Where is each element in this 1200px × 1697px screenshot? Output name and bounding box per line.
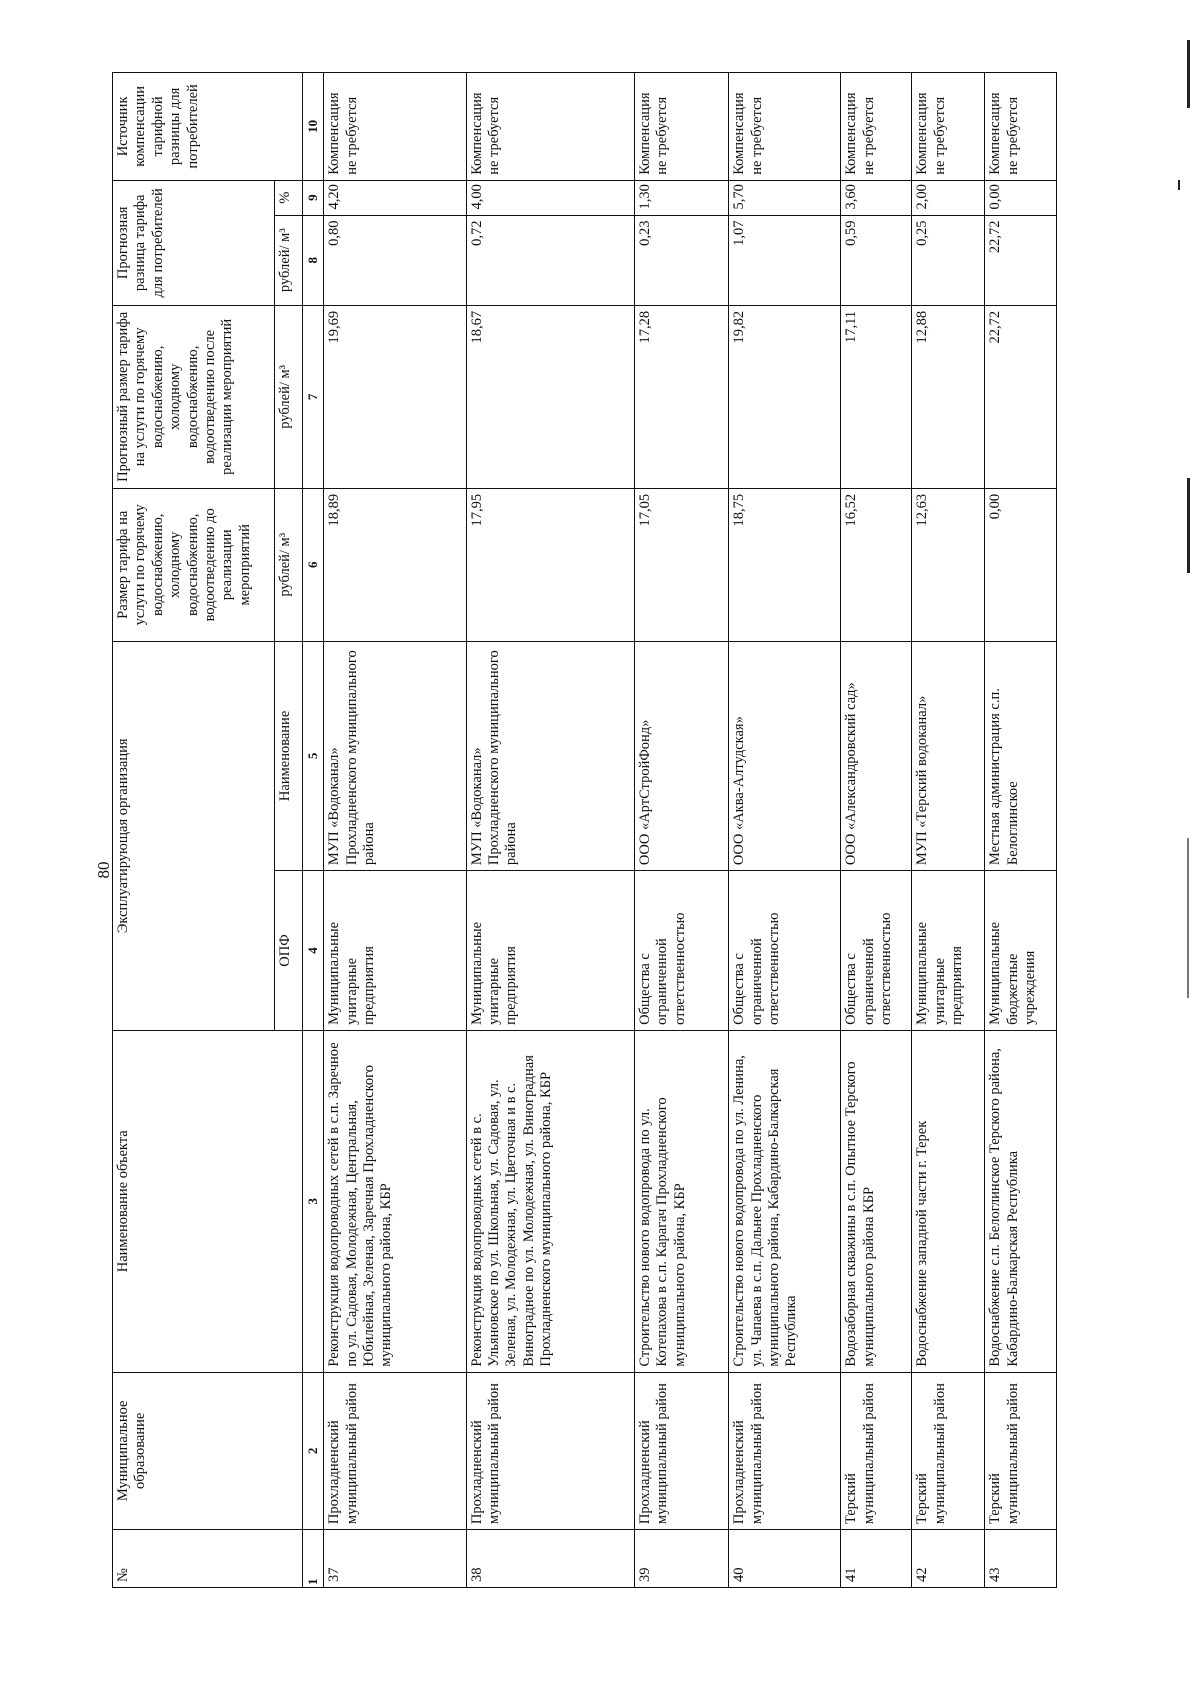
- cell-source: Компенсация не требуется: [985, 73, 1057, 181]
- cell-tariff-before: 16,52: [841, 488, 912, 641]
- cell-tariff-before: 18,75: [729, 488, 841, 641]
- cell-org: МУП «Водоканал» Прохладненского муниципального района: [324, 641, 467, 870]
- cell-tariff-before: 0,00: [985, 488, 1057, 641]
- header-org-name: Наименование: [274, 641, 302, 870]
- cell-opf: Общества с ограниченной ответственностью: [729, 871, 841, 1031]
- cell-municipality: Прохладненский муниципальный район: [729, 1372, 841, 1530]
- cell-org: ООО «АртСтройФонд»: [634, 641, 728, 870]
- cell-tariff-after: 17,11: [841, 305, 912, 488]
- cell-tariff-after: 19,82: [729, 305, 841, 488]
- cell-diff: 1,07: [729, 215, 841, 305]
- cell-source: Компенсация не требуется: [634, 73, 728, 181]
- cell-opf: Муниципальные унитарные предприятия: [912, 871, 985, 1031]
- cell-tariff-before: 18,89: [324, 488, 467, 641]
- cell-tariff-after: 18,67: [466, 305, 634, 488]
- cell-tariff-before: 12,63: [912, 488, 985, 641]
- cell-org: Местная администрация с.п. Белоглинское: [985, 641, 1057, 870]
- cell-pct: 2,00: [912, 180, 985, 215]
- rotated-table-wrapper: [112, 72, 1057, 1588]
- cell-no: 40: [729, 1530, 841, 1588]
- header-object-name: Наименование объекта: [113, 1030, 303, 1372]
- cell-municipality: Терский муниципальный район: [841, 1372, 912, 1530]
- cell-pct: 3,60: [841, 180, 912, 215]
- cell-no: 43: [985, 1530, 1057, 1588]
- cell-object: Водозаборная скважины в с.п. Опытное Терского муниципального района КБР: [841, 1030, 912, 1372]
- table-row: [985, 73, 1057, 1588]
- page-number: 80: [94, 861, 113, 879]
- cell-no: 41: [841, 1530, 912, 1588]
- cell-tariff-after: 22,72: [985, 305, 1057, 488]
- scan-mark-dash: [1178, 180, 1180, 190]
- cell-source: Компенсация не требуется: [729, 73, 841, 181]
- column-number: 1: [302, 1530, 323, 1588]
- cell-no: 38: [466, 1530, 634, 1588]
- cell-source: Компенсация не требуется: [912, 73, 985, 181]
- cell-source: Компенсация не требуется: [324, 73, 467, 181]
- header-unit-diff: рублей/ м³: [274, 215, 302, 305]
- cell-diff: 0,59: [841, 215, 912, 305]
- table-row: [324, 73, 467, 1588]
- cell-object: Строительство нового водопровода по ул. Ленина, ул. Чапаева в с.п. Дальнее Прохладненского муниципального района, Кабардино-Балкарская Республика: [729, 1030, 841, 1372]
- cell-object: Строительство нового водопровода по ул. Котепахова в с.п. Карагач Прохладненского муниципального района, КБР: [634, 1030, 728, 1372]
- cell-diff: 0,80: [324, 215, 467, 305]
- tariff-table: [112, 72, 1057, 1588]
- cell-diff: 0,72: [466, 215, 634, 305]
- cell-municipality: Прохладненский муниципальный район: [324, 1372, 467, 1530]
- scan-mark-middle: [1187, 478, 1190, 573]
- cell-opf: Общества с ограниченной ответственностью: [841, 871, 912, 1031]
- column-number: 7: [302, 305, 323, 488]
- table-row: [912, 73, 985, 1588]
- cell-opf: Муниципальные унитарные предприятия: [324, 871, 467, 1031]
- cell-pct: 4,20: [324, 180, 467, 215]
- cell-object: Реконструкция водопроводных сетей в с.п. Заречное по ул. Садовая, Молодежная, Центральная, Юбилейная, Зеленая, Заречная Прохладненского муниципального района, КБР: [324, 1030, 467, 1372]
- cell-org: МУП «Водоканал» Прохладненского муниципального района: [466, 641, 634, 870]
- header-difference: Прогнозная разница тарифа для потребителей: [113, 180, 275, 305]
- cell-pct: 5,70: [729, 180, 841, 215]
- column-number: 5: [302, 641, 323, 870]
- cell-tariff-before: 17,05: [634, 488, 728, 641]
- cell-opf: Муниципальные бюджетные учреждения: [985, 871, 1057, 1031]
- header-municipality: Муниципальное образование: [113, 1372, 303, 1530]
- cell-opf: Муниципальные унитарные предприятия: [466, 871, 634, 1031]
- cell-object: Реконструкция водопроводных сетей в с. Ульяновское по ул. Школьная, ул. Садовая, ул. Зеленая, ул. Молодежная, ул. Цветочная и в с. Виноградное по ул. Молодежная, ул. Виноградная Прохладненского муниципального района, КБР: [466, 1030, 634, 1372]
- column-number: 9: [302, 180, 323, 215]
- cell-tariff-before: 17,95: [466, 488, 634, 641]
- cell-no: 39: [634, 1530, 728, 1588]
- column-number: 2: [302, 1372, 323, 1530]
- column-number: 3: [302, 1030, 323, 1372]
- column-number: 4: [302, 871, 323, 1031]
- header-unit-pct: %: [274, 180, 302, 215]
- header-tariff-before: Размер тарифа на услуги по горячему водоснабжению, холодному водоснабжению, водоотведению до реализации мероприятий: [113, 488, 275, 641]
- cell-tariff-after: 12,88: [912, 305, 985, 488]
- column-number: 6: [302, 488, 323, 641]
- cell-municipality: Терский муниципальный район: [912, 1372, 985, 1530]
- cell-municipality: Прохладненский муниципальный район: [634, 1372, 728, 1530]
- cell-diff: 22,72: [985, 215, 1057, 305]
- header-row-1: [113, 73, 275, 1588]
- table-row: [841, 73, 912, 1588]
- header-operator: Эксплуатирующая организация: [113, 641, 275, 1030]
- cell-diff: 0,25: [912, 215, 985, 305]
- cell-pct: 4,00: [466, 180, 634, 215]
- cell-opf: Общества с ограниченной ответственностью: [634, 871, 728, 1031]
- scan-mark-top: [1187, 40, 1190, 108]
- cell-org: МУП «Терский водоканал»: [912, 641, 985, 870]
- cell-org: ООО «Александровский сад»: [841, 641, 912, 870]
- header-unit-after: рублей/ м³: [274, 305, 302, 488]
- header-opf: ОПФ: [274, 871, 302, 1031]
- cell-object: Водоснабжение с.п. Белоглинское Терского района, Кабардино-Балкарская Республика: [985, 1030, 1057, 1372]
- cell-no: 37: [324, 1530, 467, 1588]
- cell-municipality: Прохладненский муниципальный район: [466, 1372, 634, 1530]
- column-number-row: [302, 73, 323, 1588]
- column-number: 10: [302, 73, 323, 181]
- header-unit-before: рублей/ м³: [274, 488, 302, 641]
- cell-org: ООО «Аква-Алтудская»: [729, 641, 841, 870]
- header-source: Источник компенсации тарифной разницы для потребителей: [113, 73, 303, 181]
- table-row: [634, 73, 728, 1588]
- cell-object: Водоснабжение западной части г. Терек: [912, 1030, 985, 1372]
- table-row: [466, 73, 634, 1588]
- cell-source: Компенсация не требуется: [841, 73, 912, 181]
- scan-mark-bottom: [1187, 838, 1189, 998]
- column-number: 8: [302, 215, 323, 305]
- cell-municipality: Терский муниципальный район: [985, 1372, 1057, 1530]
- cell-tariff-after: 19,69: [324, 305, 467, 488]
- table-row: [729, 73, 841, 1588]
- cell-source: Компенсация не требуется: [466, 73, 634, 181]
- cell-pct: 1,30: [634, 180, 728, 215]
- header-no: №: [113, 1530, 303, 1588]
- cell-tariff-after: 17,28: [634, 305, 728, 488]
- cell-no: 42: [912, 1530, 985, 1588]
- cell-diff: 0,23: [634, 215, 728, 305]
- cell-pct: 0,00: [985, 180, 1057, 215]
- header-tariff-after: Прогнозный размер тарифа на услуги по горячему водоснабжению, холодному водоснабжению, водоотведению после реализации мероприятий: [113, 305, 275, 488]
